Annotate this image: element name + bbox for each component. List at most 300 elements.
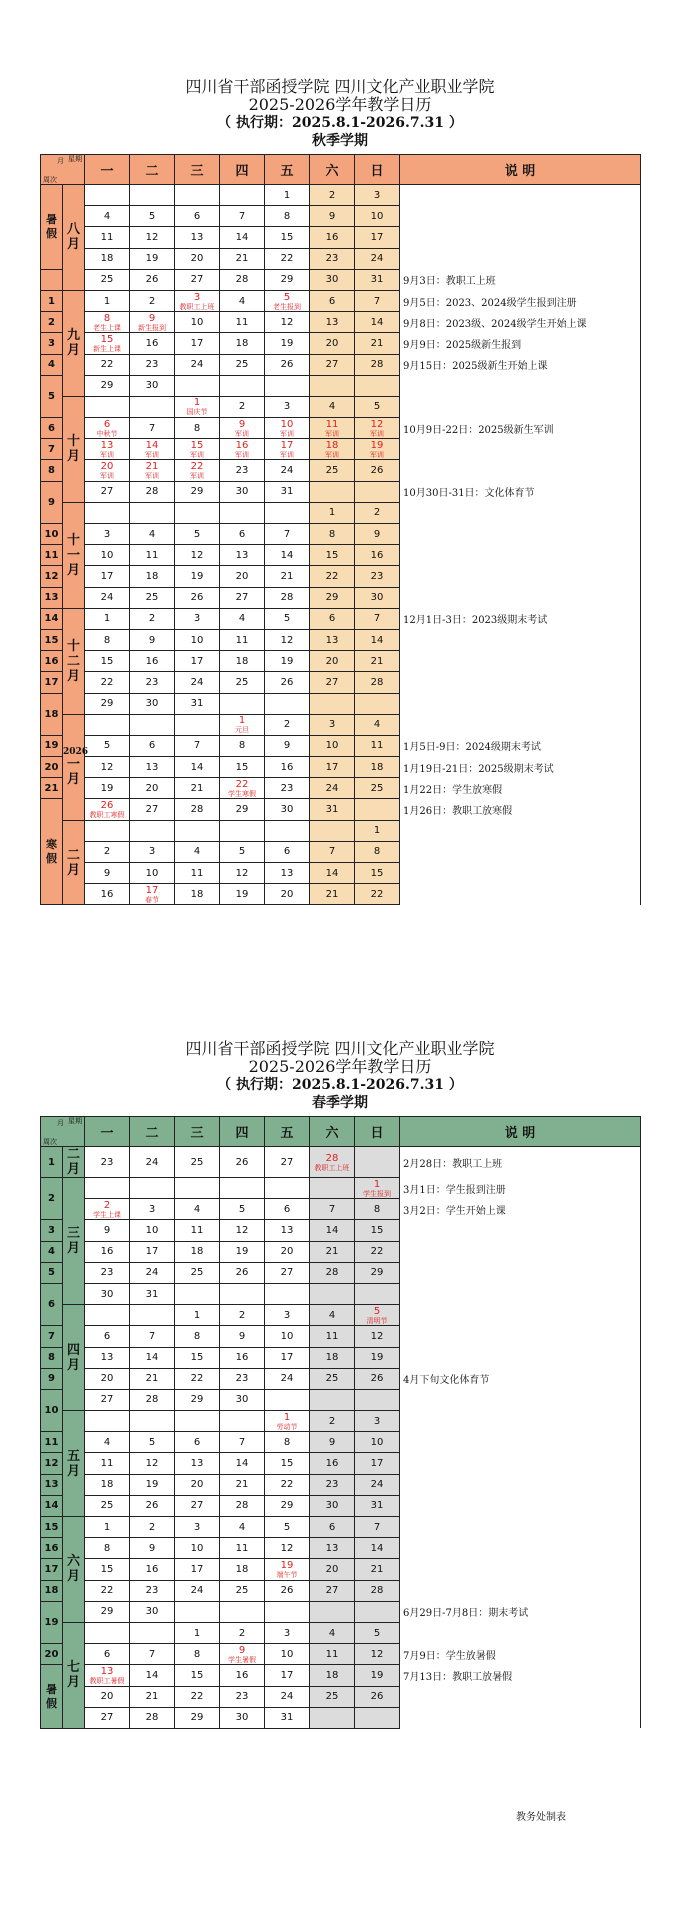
weekday-header: 一 [85, 1117, 130, 1147]
day-cell [85, 269, 130, 290]
day-number: 11 [100, 1458, 114, 1470]
day-event-note: 元旦 [235, 726, 249, 735]
day-number: 15 [100, 1563, 114, 1575]
day-number: 5 [148, 210, 156, 222]
day-cell [310, 587, 355, 608]
day-cell [310, 1305, 355, 1326]
day-cell [130, 1559, 175, 1580]
day-cell [130, 1283, 175, 1304]
weekday-header: 日 [355, 155, 400, 185]
day-cell [175, 735, 220, 756]
note-text [400, 185, 641, 206]
table-row [41, 333, 641, 354]
day-cell [310, 1199, 355, 1220]
day-cell [130, 566, 175, 587]
day-number: 17 [145, 884, 159, 896]
table-row [41, 439, 641, 460]
month-name: 二月 [66, 847, 80, 878]
day-number: 28 [190, 804, 204, 816]
day-cell [310, 735, 355, 756]
day-event-note: 国庆节 [186, 408, 208, 417]
week-number: 6 [41, 1283, 63, 1325]
note-text [400, 524, 641, 545]
day-number: 10 [190, 634, 204, 646]
day-cell [355, 481, 400, 502]
day-number: 1 [193, 1627, 201, 1639]
day-number: 4 [103, 210, 111, 222]
day-cell [355, 1495, 400, 1516]
day-number: 4 [328, 1309, 336, 1321]
day-number: 27 [100, 1712, 114, 1724]
weekday-header: 四 [220, 155, 265, 185]
day-cell [220, 333, 265, 354]
day-number: 7 [373, 295, 381, 307]
day-cell [265, 629, 310, 650]
day-cell [130, 863, 175, 884]
day-number: 24 [280, 465, 294, 477]
day-number: 5 [238, 846, 246, 858]
day-number: 10 [280, 1330, 294, 1342]
day-cell [220, 502, 265, 523]
day-cell [175, 312, 220, 333]
table-row [41, 375, 641, 396]
week-number [41, 269, 63, 290]
note-text: 3月2日：学生开始上课 [400, 1199, 641, 1220]
day-cell [130, 439, 175, 460]
day-cell [220, 1305, 265, 1326]
note-text [400, 502, 641, 523]
day-cell [265, 1432, 310, 1453]
day-cell [130, 1495, 175, 1516]
day-cell [130, 1199, 175, 1220]
day-cell [130, 248, 175, 269]
day-cell [310, 524, 355, 545]
month-name: 八月 [66, 222, 80, 253]
day-cell [220, 1453, 265, 1474]
table-row [41, 799, 641, 820]
day-number: 10 [280, 1648, 294, 1660]
day-cell [85, 587, 130, 608]
week-number: 20 [41, 1644, 63, 1665]
day-cell [85, 333, 130, 354]
month-name: 三月 [66, 1226, 80, 1257]
note-text: 12月1日-3日：2023级期末考试 [400, 608, 641, 629]
table-row [41, 248, 641, 269]
day-cell [85, 396, 130, 417]
day-cell [85, 248, 130, 269]
weekday-header: 二 [130, 155, 175, 185]
note-text [400, 672, 641, 693]
day-cell [175, 714, 220, 735]
day-cell [130, 545, 175, 566]
day-cell [310, 566, 355, 587]
day-cell [175, 1411, 220, 1432]
day-number: 24 [190, 676, 204, 688]
day-cell [220, 693, 265, 714]
day-cell [355, 375, 400, 396]
day-number: 8 [373, 1203, 381, 1215]
day-number: 26 [280, 1585, 294, 1597]
day-number: 1 [373, 825, 381, 837]
day-cell [85, 524, 130, 545]
day-cell [310, 206, 355, 227]
day-cell [265, 333, 310, 354]
day-event-note: 学生报到 [363, 1189, 391, 1198]
table-row [41, 566, 641, 587]
note-text [400, 629, 641, 650]
day-number: 16 [145, 1563, 159, 1575]
weekday-header: 三 [175, 155, 220, 185]
day-cell [265, 1644, 310, 1665]
day-cell [85, 1262, 130, 1283]
day-number: 20 [235, 570, 249, 582]
term-title: 秋季学期 [312, 133, 368, 149]
day-cell [310, 439, 355, 460]
day-cell [220, 418, 265, 439]
day-number: 25 [325, 465, 339, 477]
day-cell [310, 269, 355, 290]
day-cell [355, 248, 400, 269]
note-text: 9月8日：2023级、2024级学生开始上课 [400, 312, 641, 333]
day-cell [220, 375, 265, 396]
day-number: 8 [193, 1648, 201, 1660]
day-cell [265, 439, 310, 460]
day-number: 9 [238, 418, 246, 430]
note-text [400, 1707, 641, 1728]
day-cell [130, 1411, 175, 1432]
day-number: 1 [103, 1521, 111, 1533]
day-cell [355, 1707, 400, 1728]
day-cell [355, 735, 400, 756]
execution-period: （ 执行期：2025.8.1-2026.7.31 ） [217, 1077, 463, 1093]
day-cell [265, 375, 310, 396]
day-cell [355, 502, 400, 523]
day-number: 24 [145, 1156, 159, 1168]
day-event-note: 军训 [370, 429, 384, 438]
day-number: 29 [100, 1606, 114, 1618]
day-number: 7 [283, 528, 291, 540]
day-cell [355, 354, 400, 375]
day-number: 1 [103, 613, 111, 625]
note-text [400, 863, 641, 884]
day-cell [85, 1622, 130, 1643]
day-number: 17 [280, 439, 294, 451]
day-cell [355, 460, 400, 481]
day-number: 3 [148, 846, 156, 858]
day-number: 21 [370, 655, 384, 667]
table-row [41, 1199, 641, 1220]
day-cell [310, 545, 355, 566]
day-event-note: 老生上课 [93, 323, 121, 332]
day-cell [265, 1580, 310, 1601]
weekday-header: 日 [355, 1117, 400, 1147]
day-number: 4 [238, 295, 246, 307]
day-number: 3 [103, 528, 111, 540]
day-number: 29 [280, 274, 294, 286]
day-number: 28 [325, 1152, 339, 1164]
day-cell [220, 1411, 265, 1432]
day-cell [130, 841, 175, 862]
day-cell [175, 1241, 220, 1262]
day-number: 1 [328, 507, 336, 519]
note-text [400, 1411, 641, 1432]
day-number: 7 [238, 1436, 246, 1448]
note-text: 1月26日：教职工放寒假 [400, 799, 641, 820]
day-cell [310, 1241, 355, 1262]
day-cell [85, 1199, 130, 1220]
corner-month-label: 月 [57, 1119, 64, 1127]
week-number: 13 [41, 587, 63, 608]
day-event-note: 教职工寒假 [89, 811, 125, 820]
day-number: 3 [283, 1309, 291, 1321]
day-number: 29 [325, 592, 339, 604]
month-label [63, 185, 85, 291]
day-number: 19 [280, 337, 294, 349]
day-cell [130, 757, 175, 778]
day-cell [85, 1326, 130, 1347]
day-cell [85, 1283, 130, 1304]
week-number: 1 [41, 1147, 63, 1178]
day-number: 18 [100, 253, 114, 265]
day-number: 23 [100, 1267, 114, 1279]
day-number: 19 [370, 439, 384, 451]
day-cell [355, 693, 400, 714]
weekday-header: 六 [310, 155, 355, 185]
day-number: 30 [145, 698, 159, 710]
day-number: 24 [370, 1479, 384, 1491]
table-row [41, 312, 641, 333]
day-cell [355, 1665, 400, 1686]
week-number: 3 [41, 333, 63, 354]
day-number: 5 [103, 740, 111, 752]
corner-weekday-label: 星期 [68, 1117, 82, 1125]
day-cell [265, 206, 310, 227]
day-number: 9 [328, 1436, 336, 1448]
note-text: 7月9日：学生放暑假 [400, 1644, 641, 1665]
day-number: 19 [145, 253, 159, 265]
day-number: 29 [190, 486, 204, 498]
week-number: 15 [41, 1517, 63, 1538]
calendar-title: 2025-2026学年教学日历 [248, 1057, 432, 1076]
note-text [400, 1283, 641, 1304]
day-cell [220, 1220, 265, 1241]
day-cell [310, 1707, 355, 1728]
day-cell [175, 227, 220, 248]
note-text [400, 460, 641, 481]
note-text [400, 1622, 641, 1643]
day-number: 25 [190, 1267, 204, 1279]
week-number: 13 [41, 1474, 63, 1495]
note-text [400, 1580, 641, 1601]
day-cell [175, 460, 220, 481]
day-number: 8 [103, 312, 111, 324]
day-cell [265, 1347, 310, 1368]
day-cell [130, 1622, 175, 1643]
day-cell [265, 1622, 310, 1643]
note-text: 1月5日-9日：2024级期末考试 [400, 735, 641, 756]
day-number: 16 [325, 231, 339, 243]
day-cell [265, 1199, 310, 1220]
day-cell [130, 1686, 175, 1707]
month-label [63, 608, 85, 714]
day-cell [175, 269, 220, 290]
day-cell [85, 841, 130, 862]
day-cell [355, 778, 400, 799]
week-number: 12 [41, 566, 63, 587]
day-cell [220, 1178, 265, 1199]
day-cell [175, 1665, 220, 1686]
day-cell [130, 884, 175, 905]
day-cell [220, 841, 265, 862]
day-cell [265, 757, 310, 778]
day-cell [310, 312, 355, 333]
day-number: 16 [235, 1352, 249, 1364]
day-cell [220, 1199, 265, 1220]
day-cell [310, 1644, 355, 1665]
day-cell [310, 799, 355, 820]
day-cell [85, 1305, 130, 1326]
corner-weekday-label: 星期 [68, 155, 82, 163]
day-cell [265, 1707, 310, 1728]
day-number: 14 [325, 867, 339, 879]
day-cell [220, 778, 265, 799]
day-number: 4 [193, 1203, 201, 1215]
day-number: 3 [283, 1627, 291, 1639]
day-cell [130, 1644, 175, 1665]
day-cell [220, 1241, 265, 1262]
day-cell [310, 1686, 355, 1707]
day-cell [130, 820, 175, 841]
day-event-note: 老生报到 [273, 302, 301, 311]
note-text [400, 1389, 641, 1410]
table-row [41, 1326, 641, 1347]
day-cell [355, 1147, 400, 1178]
day-cell [85, 1389, 130, 1410]
note-text [400, 375, 641, 396]
day-cell [310, 1262, 355, 1283]
day-cell [85, 608, 130, 629]
table-row [41, 863, 641, 884]
day-cell [310, 185, 355, 206]
note-text [400, 1262, 641, 1283]
day-cell [310, 481, 355, 502]
day-number: 13 [325, 634, 339, 646]
day-cell [265, 185, 310, 206]
day-cell [310, 608, 355, 629]
day-number: 12 [190, 549, 204, 561]
day-number: 11 [325, 418, 339, 430]
day-number: 26 [235, 1156, 249, 1168]
day-number: 14 [370, 1542, 384, 1554]
day-event-note: 军训 [190, 450, 204, 459]
day-cell [355, 587, 400, 608]
table-row [41, 185, 641, 206]
month-name: 七月 [66, 1660, 80, 1691]
table-row [41, 1241, 641, 1262]
day-cell [220, 587, 265, 608]
note-text: 2月28日：教职工上班 [400, 1147, 641, 1178]
day-number: 29 [190, 1712, 204, 1724]
day-number: 9 [283, 740, 291, 752]
day-number: 11 [370, 740, 384, 752]
day-cell [85, 375, 130, 396]
day-number: 23 [145, 1585, 159, 1597]
note-text: 7月13日：教职工放暑假 [400, 1665, 641, 1686]
month-name: 四月 [66, 1342, 80, 1373]
day-cell [130, 1517, 175, 1538]
day-cell [130, 1241, 175, 1262]
day-cell [85, 312, 130, 333]
day-number: 16 [280, 761, 294, 773]
table-row [41, 481, 641, 502]
table-row [41, 1559, 641, 1580]
day-number: 13 [190, 231, 204, 243]
day-number: 3 [283, 401, 291, 413]
day-number: 17 [280, 1669, 294, 1681]
day-number: 27 [190, 274, 204, 286]
day-cell [355, 1220, 400, 1241]
month-name: 五月 [66, 1448, 80, 1479]
day-cell [130, 1538, 175, 1559]
day-cell [175, 502, 220, 523]
day-cell [175, 672, 220, 693]
table-row [41, 651, 641, 672]
day-number: 28 [235, 1500, 249, 1512]
day-cell [85, 672, 130, 693]
weekday-header: 六 [310, 1117, 355, 1147]
note-text: 9月9日：2025级新生报到 [400, 333, 641, 354]
day-number: 18 [325, 1669, 339, 1681]
day-cell [130, 1305, 175, 1326]
day-cell [355, 1368, 400, 1389]
day-number: 5 [283, 1521, 291, 1533]
day-number: 20 [100, 461, 114, 473]
day-cell [265, 290, 310, 311]
note-text [400, 1538, 641, 1559]
day-number: 17 [370, 1458, 384, 1470]
day-cell [175, 418, 220, 439]
day-cell [130, 1147, 175, 1178]
institution-title: 四川省干部函授学院 四川文化产业职业学院 [185, 77, 495, 96]
day-event-note: 军训 [190, 472, 204, 481]
day-cell [355, 396, 400, 417]
day-cell [85, 714, 130, 735]
day-number: 2 [328, 189, 336, 201]
day-number: 17 [100, 570, 114, 582]
table-row [41, 820, 641, 841]
day-event-note: 端午节 [276, 1570, 298, 1579]
day-number: 11 [190, 1224, 204, 1236]
day-number: 13 [280, 1224, 294, 1236]
day-cell [220, 481, 265, 502]
day-cell [265, 1220, 310, 1241]
day-number: 22 [280, 253, 294, 265]
day-cell [220, 439, 265, 460]
table-row [41, 227, 641, 248]
day-number: 30 [325, 1500, 339, 1512]
table-row [41, 778, 641, 799]
day-cell [355, 566, 400, 587]
day-cell [310, 227, 355, 248]
day-number: 17 [190, 1563, 204, 1575]
day-cell [220, 1601, 265, 1622]
day-cell [85, 545, 130, 566]
week-number: 11 [41, 1432, 63, 1453]
day-cell [220, 460, 265, 481]
day-number: 7 [238, 210, 246, 222]
day-cell [310, 1147, 355, 1178]
day-cell [310, 884, 355, 905]
